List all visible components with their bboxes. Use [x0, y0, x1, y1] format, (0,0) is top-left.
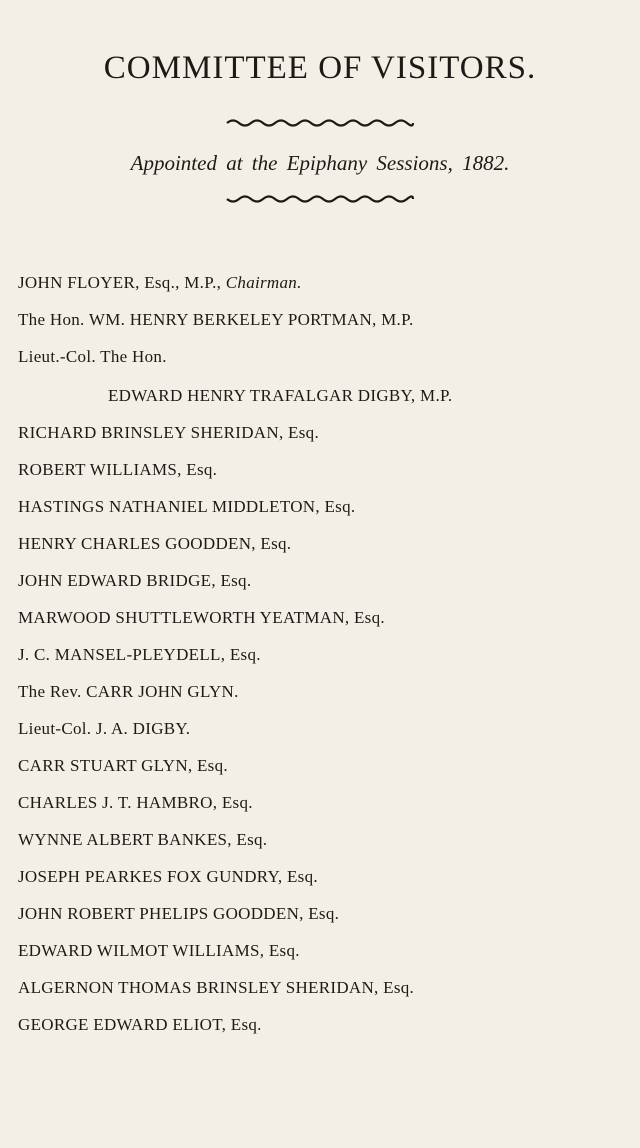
member-name: HENRY CHARLES GOODDEN, Esq. [18, 534, 292, 553]
member-role: Chairman. [225, 273, 302, 292]
member-name: CARR STUART GLYN, Esq. [18, 756, 228, 775]
member-entry [18, 535, 628, 552]
member-name: Lieut-Col. J. A. DIGBY. [18, 719, 191, 738]
member-name: JOHN ROBERT PHELIPS GOODDEN, Esq. [18, 904, 340, 923]
member-name: JOHN FLOYER, Esq., M.P., [18, 273, 226, 292]
member-entry [18, 757, 628, 774]
member-entry [18, 311, 628, 328]
ornamental-rule-bottom [225, 192, 415, 206]
member-entry [18, 424, 628, 441]
member-entry [18, 942, 628, 959]
member-entry [18, 720, 628, 737]
member-name-continuation: EDWARD HENRY TRAFALGAR DIGBY, M.P. [108, 386, 453, 405]
member-entry [18, 461, 628, 478]
member-entry [18, 498, 628, 515]
member-name: EDWARD WILMOT WILLIAMS, Esq. [18, 941, 300, 960]
member-entry [18, 794, 628, 811]
subtitle: Appointed at the Epiphany Sessions, 1882. [130, 151, 510, 175]
member-name: The Hon. WM. HENRY BERKELEY PORTMAN, M.P. [18, 310, 414, 329]
member-name: JOHN EDWARD BRIDGE, Esq. [18, 571, 252, 590]
member-entry [18, 905, 628, 922]
member-entry [18, 979, 628, 996]
member-name: Lieut.-Col. The Hon. [18, 347, 167, 366]
ornamental-rule-top [225, 116, 415, 130]
member-entry [18, 868, 628, 885]
member-name: MARWOOD SHUTTLEWORTH YEATMAN, Esq. [18, 608, 385, 627]
page-title: COMMITTEE OF VISITORS. [103, 50, 537, 86]
member-entry [18, 831, 628, 848]
member-entry [18, 348, 628, 404]
member-list [18, 274, 628, 1053]
member-entry [18, 646, 628, 663]
member-name: GEORGE EDWARD ELIOT, Esq. [18, 1015, 262, 1034]
member-entry [18, 683, 628, 700]
member-name: HASTINGS NATHANIEL MIDDLETON, Esq. [18, 497, 356, 516]
member-entry [18, 274, 628, 291]
member-name: CHARLES J. T. HAMBRO, Esq. [18, 793, 253, 812]
member-name: ALGERNON THOMAS BRINSLEY SHERIDAN, Esq. [18, 978, 415, 997]
member-name: JOSEPH PEARKES FOX GUNDRY, Esq. [18, 867, 318, 886]
member-name: ROBERT WILLIAMS, Esq. [18, 460, 218, 479]
member-entry [18, 572, 628, 589]
member-name: WYNNE ALBERT BANKES, Esq. [18, 830, 268, 849]
member-name: J. C. MANSEL-PLEYDELL, Esq. [18, 645, 261, 664]
member-entry [18, 609, 628, 626]
member-name: The Rev. CARR JOHN GLYN. [18, 682, 239, 701]
member-entry [18, 1016, 628, 1033]
member-name: RICHARD BRINSLEY SHERIDAN, Esq. [18, 423, 319, 442]
